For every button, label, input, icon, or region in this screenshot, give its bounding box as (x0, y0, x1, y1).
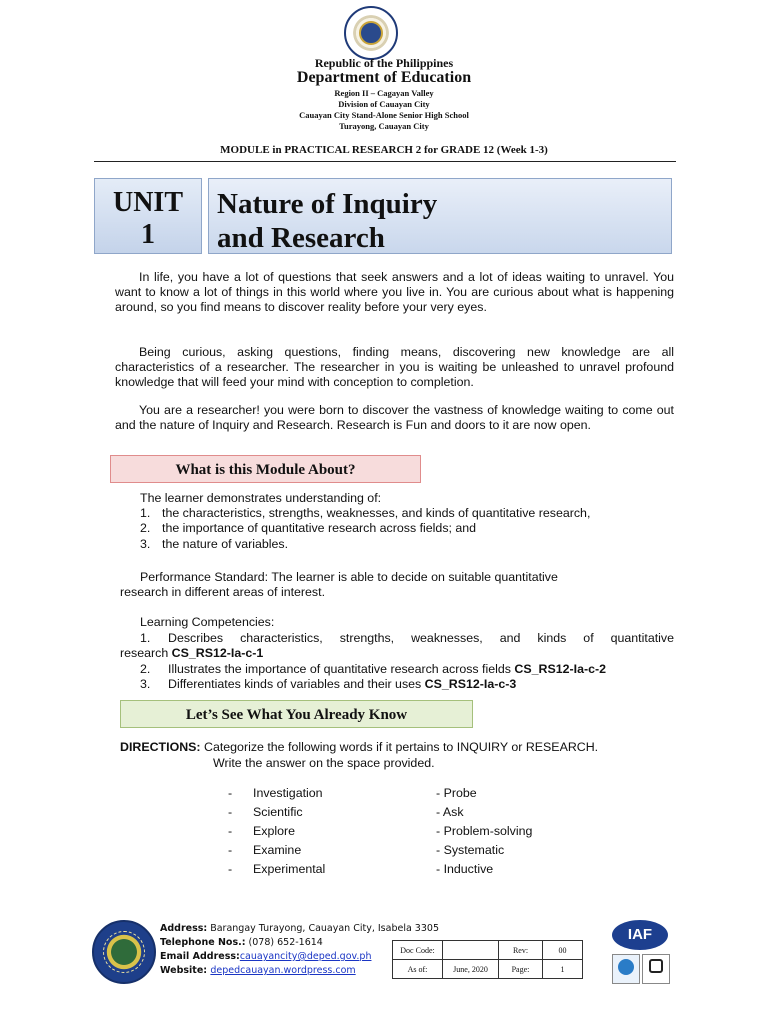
learner-intro: The learner demonstrates understanding of: (140, 491, 382, 505)
iaf-logo: IAF (612, 920, 668, 950)
website-link[interactable]: depedcauayan.wordpress.com (210, 965, 356, 976)
unit-label-box (94, 178, 202, 254)
list-item: - Inductive (436, 862, 494, 876)
division-seal-logo (92, 920, 156, 984)
competencies-label: Learning Competencies: (140, 615, 275, 629)
email-link[interactable]: cauayancity@deped.gov.ph (239, 951, 372, 962)
header-divider (94, 161, 676, 162)
understanding-list (140, 506, 590, 552)
list-item: - Probe (436, 786, 477, 800)
unit-title-line2: and Research (217, 222, 385, 254)
directions: DIRECTIONS: Categorize the following words if it pertains to INQUIRY or RESEARCH. Write the answer on the space provided. (120, 740, 599, 770)
list-item: - Examine (228, 843, 302, 857)
list-item: - Scientific (228, 805, 303, 819)
iso-cert-icon (612, 954, 640, 984)
competency-code: CS_RS12-Ia-c-3 (424, 677, 517, 691)
list-item: 1. the characteristics, strengths, weaknesses, and kinds of quantitative research, (140, 506, 591, 520)
list-item: - Problem-solving (436, 824, 533, 838)
words-list-right (436, 786, 532, 881)
page-label: Page: (499, 960, 543, 979)
page-value: 1 (543, 960, 583, 979)
document-control-table (392, 940, 583, 979)
header-republic: Republic of the Philippines (314, 56, 454, 70)
unit-number: 1 (141, 219, 155, 250)
list-item: - Ask (436, 805, 464, 819)
words-list-left (228, 786, 325, 881)
competency-code: CS_RS12-Ia-c-2 (514, 662, 607, 676)
header-region: Region II – Cagayan Valley (334, 88, 434, 98)
header-division: Division of Cauayan City (338, 99, 430, 109)
ukas-cert-icon (642, 954, 670, 984)
section-module-about-heading: What is this Module About? (110, 455, 421, 483)
intro-paragraph-1: In life, you have a lot of questions that seek answers and a lot of ideas waiting to unravel. You want to know a lot of things in this world where you live in. You are curious about what is happening around, so you find means to discover reality before your very eyes. (115, 270, 674, 315)
unit-label: UNIT (112, 187, 183, 218)
list-item: - Explore (228, 824, 296, 838)
competency-1: 1. Describes characteristics, strengths, weaknesses, and kinds of quantitative research CS_RS12-Ia-c-1 (120, 631, 674, 661)
list-item: - Systematic (436, 843, 505, 857)
list-item: - Investigation (228, 786, 323, 800)
rev-value: 00 (543, 941, 583, 960)
deped-seal-logo (344, 6, 398, 60)
as-of-value: June, 2020 (443, 960, 499, 979)
unit-title-box (208, 178, 672, 254)
rev-label: Rev: (499, 941, 543, 960)
intro-paragraph-3: You are a researcher! you were born to discover the vastness of knowledge waiting to come out and the nature of Inquiry and Research. Research is Fun and doors to it are now open. (115, 403, 674, 433)
performance-standard: Performance Standard: The learner is able to decide on suitable quantitative research in different areas of interest. (120, 570, 558, 600)
header-department: Department of Education (296, 69, 472, 86)
as-of-label: As of: (393, 960, 443, 979)
section-already-know-heading: Let’s See What You Already Know (120, 700, 473, 728)
header-school: Cauayan City Stand-Alone Senior High School (299, 110, 469, 120)
competency-2: 2. Illustrates the importance of quantitative research across fields CS_RS12-Ia-c-2 (140, 662, 607, 676)
doc-code-value (443, 941, 499, 960)
competency-code: CS_RS12-Ia-c-1 (171, 646, 264, 661)
list-item: 2. the importance of quantitative research across fields; and (140, 521, 477, 536)
intro-paragraph-2: Being curious, asking questions, finding means, discovering new knowledge are all characteristics of a researcher. The researcher in you is waiting be unleashed to unravel profound knowledge that will feed your mind with conception to completion. (115, 345, 674, 390)
header-address: Turayong, Cauayan City (339, 121, 429, 131)
module-title: MODULE in PRACTICAL RESEARCH 2 for GRADE 12 (Week 1-3) (220, 144, 548, 156)
list-item: - Experimental (228, 862, 326, 876)
competency-3: 3. Differentiates kinds of variables and their uses CS_RS12-Ia-c-3 (140, 677, 517, 691)
doc-code-label: Doc Code: (393, 941, 443, 960)
unit-title-line1: Nature of Inquiry (217, 188, 438, 220)
list-item: 3. the nature of variables. (140, 536, 289, 551)
footer-contact: Address: Barangay Turayong, Cauayan City, Isabela 3305 Telephone Nos.: (078) 652-1614 Email Address:cauayancity@deped.gov.ph Website: depedcauayan.wordpress.com (160, 923, 439, 976)
